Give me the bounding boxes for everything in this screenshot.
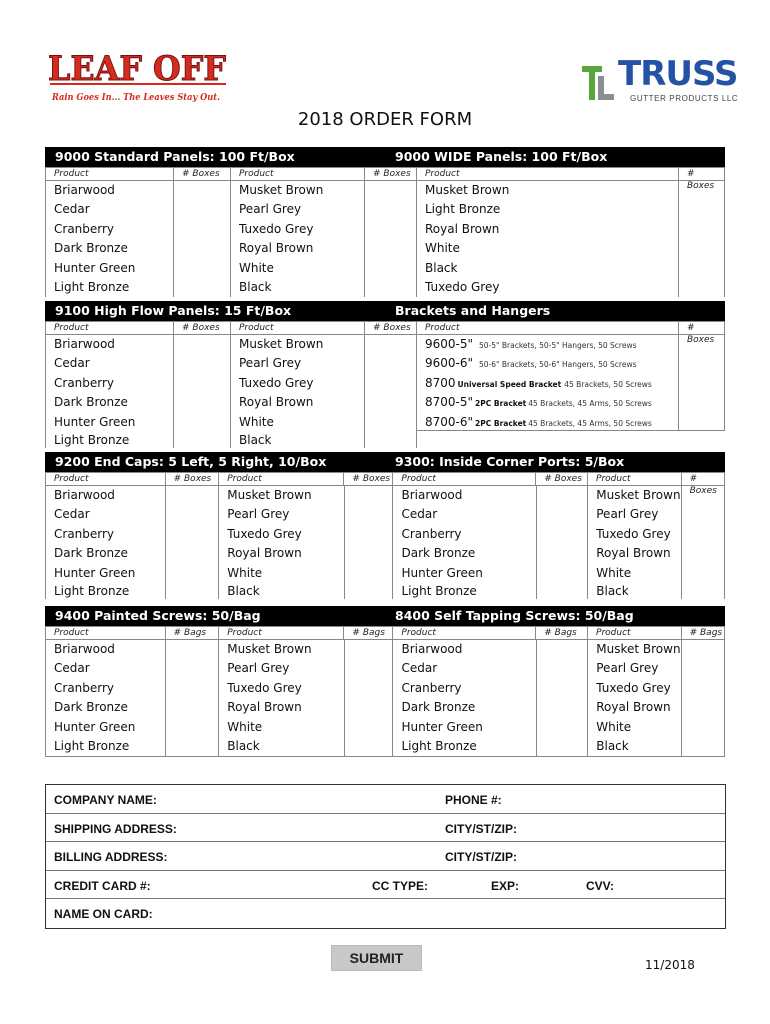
company-row[interactable] [46, 785, 725, 814]
col-header-bags: # Bags [682, 627, 725, 639]
bracket-type: 2PC Bracket [475, 399, 527, 409]
quantity-column[interactable] [679, 181, 725, 297]
product-name: Cedar [54, 202, 90, 217]
product-name: Tuxedo Grey [227, 680, 302, 695]
product-name: Tuxedo Grey [239, 221, 314, 236]
quantity-column[interactable] [166, 486, 219, 599]
truss-logo [580, 54, 739, 106]
quantity-column[interactable] [537, 640, 589, 756]
col-header-boxes: # Boxes [174, 322, 231, 334]
section-header [45, 606, 725, 626]
col-header-bags: # Bags [344, 627, 393, 639]
col-header-product: Product [45, 473, 166, 485]
section-screws [45, 606, 725, 757]
product-column [219, 486, 344, 599]
product-name: Royal Brown [239, 241, 314, 256]
bracket-item [417, 335, 678, 354]
section-title-left: 9100 High Flow Panels: 15 Ft/Box [55, 303, 292, 318]
product-name: Cranberry [54, 221, 115, 236]
product-name: Royal Brown [239, 395, 314, 410]
product-column [219, 640, 344, 756]
col-header-boxes: # Boxes [536, 473, 588, 485]
product-column [45, 335, 174, 448]
product-name: Black [239, 279, 272, 294]
section-title-right: 8400 Self Tapping Screws: 50/Bag [395, 608, 634, 623]
quantity-column[interactable] [682, 486, 725, 599]
phone-label: PHONE #: [445, 793, 502, 807]
product-name: Black [227, 583, 260, 598]
product-name: Musket Brown [596, 488, 681, 502]
col-header-boxes: # Boxes [365, 168, 417, 180]
page-title: 2018 ORDER FORM [297, 109, 473, 130]
product-name: Dark Bronze [54, 700, 128, 715]
cvv-label: CVV: [586, 878, 615, 893]
customer-info-form [45, 784, 726, 929]
product-name: Cedar [54, 507, 90, 522]
product-name: Cedar [54, 661, 90, 676]
exp-label: EXP: [491, 878, 520, 893]
product-name: Pearl Grey [227, 661, 290, 676]
quantity-column[interactable] [345, 486, 394, 599]
col-header-product: Product [588, 473, 682, 485]
product-name: Hunter Green [54, 719, 136, 734]
product-column [588, 640, 682, 756]
quantity-column[interactable] [345, 640, 394, 756]
product-column [231, 181, 365, 297]
truss-name: TRUSS [618, 54, 738, 94]
product-name: Pearl Grey [596, 507, 659, 522]
product-name: Cranberry [401, 680, 462, 695]
billing-city-label: CITY/ST/ZIP: [445, 850, 517, 865]
shipping-city-label: CITY/ST/ZIP: [445, 821, 517, 836]
product-name: Pearl Grey [239, 202, 302, 217]
brackets-column [417, 335, 679, 431]
col-header-boxes: # Boxes [679, 168, 725, 180]
product-name: Dark Bronze [54, 241, 128, 256]
product-grid [45, 335, 725, 448]
quantity-column[interactable] [174, 181, 231, 297]
quantity-column[interactable] [537, 486, 589, 599]
product-name: Royal Brown [596, 546, 671, 561]
product-column [45, 486, 166, 599]
product-name: White [227, 565, 263, 580]
column-headers [45, 626, 725, 640]
bracket-code: 8700-5" [425, 395, 474, 410]
product-name: Pearl Grey [239, 356, 302, 371]
product-name: Royal Brown [227, 546, 302, 561]
product-name: Black [239, 432, 272, 447]
section-title-right: Brackets and Hangers [395, 303, 551, 318]
section-header [45, 452, 725, 472]
quantity-column[interactable] [679, 335, 725, 431]
product-name: Musket Brown [227, 488, 312, 502]
product-name: Light Bronze [425, 202, 501, 217]
product-name: Cedar [54, 356, 90, 371]
product-name: Briarwood [54, 642, 115, 656]
product-name: Tuxedo Grey [227, 526, 302, 541]
billing-row[interactable] [46, 842, 725, 871]
shipping-address-label: SHIPPING ADDRESS: [54, 821, 177, 836]
product-name: Briarwood [54, 183, 115, 197]
product-name: Cedar [401, 661, 438, 676]
product-name: White [425, 241, 460, 256]
col-header-product: Product [231, 322, 365, 334]
col-header-product: Product [219, 627, 344, 639]
product-name: Dark Bronze [401, 546, 476, 561]
product-name: Cranberry [54, 526, 115, 541]
product-name: Black [227, 738, 260, 753]
col-header-boxes: # Boxes [166, 473, 220, 485]
col-header-product: Product [417, 322, 679, 334]
bracket-description: 50-5" Brackets, 50-5" Hangers, 50 Screws [479, 341, 637, 350]
product-name: Musket Brown [227, 642, 312, 656]
quantity-column[interactable] [682, 640, 725, 756]
name-on-card-row[interactable] [46, 899, 725, 928]
section-highflow-brackets [45, 301, 725, 448]
quantity-column[interactable] [365, 181, 417, 297]
product-column [45, 181, 174, 297]
product-column [417, 181, 679, 297]
section-title-right: 9000 WIDE Panels: 100 Ft/Box [395, 149, 608, 164]
product-name: Light Bronze [54, 279, 130, 294]
col-header-boxes: # Boxes [344, 473, 393, 485]
product-name: Hunter Green [54, 565, 136, 580]
col-header-product: Product [45, 322, 174, 334]
bracket-description: 45 Brackets, 45 Arms, 50 Screws [528, 418, 652, 428]
form-date: 11/2018 [645, 958, 695, 972]
bracket-item [417, 413, 678, 432]
quantity-column[interactable] [365, 335, 417, 448]
product-name: Royal Brown [227, 700, 302, 715]
quantity-column[interactable] [174, 335, 231, 448]
product-name: Royal Brown [425, 221, 500, 236]
product-name: Black [596, 583, 629, 598]
product-name: White [596, 565, 632, 580]
leaf-off-tagline: Rain Goes In... The Leaves Stay Out. [51, 93, 220, 103]
product-name: Pearl Grey [227, 507, 290, 522]
product-name: Musket Brown [596, 642, 681, 656]
bracket-type: 2PC Bracket [475, 418, 527, 428]
product-name: Musket Brown [239, 337, 324, 351]
product-column [393, 640, 536, 756]
product-name: Dark Bronze [54, 546, 128, 561]
product-name: Royal Brown [596, 700, 671, 715]
product-name: Tuxedo Grey [596, 526, 671, 541]
bracket-item [417, 393, 678, 412]
credit-card-row[interactable] [46, 871, 725, 900]
leaf-off-logo [46, 44, 230, 106]
product-name: Light Bronze [401, 738, 477, 753]
col-header-product: Product [417, 168, 679, 180]
section-title-left: 9400 Painted Screws: 50/Bag [55, 608, 261, 623]
col-header-product: Product [219, 473, 344, 485]
product-name: Tuxedo Grey [239, 375, 314, 390]
product-name: Hunter Green [54, 414, 136, 429]
bracket-description: 45 Brackets, 45 Arms, 50 Screws [528, 399, 652, 409]
product-name: Tuxedo Grey [596, 680, 671, 695]
section-title-left: 9200 End Caps: 5 Left, 5 Right, 10/Box [55, 454, 327, 469]
product-name: Black [596, 738, 629, 753]
bracket-code: 9600-5" [425, 337, 474, 351]
billing-address-label: BILLING ADDRESS: [54, 850, 168, 865]
product-name: Light Bronze [54, 432, 130, 447]
product-name: Light Bronze [54, 583, 130, 598]
product-column [393, 486, 536, 599]
product-name: White [596, 719, 632, 734]
col-header-boxes: # Boxes [679, 322, 725, 334]
section-header [45, 301, 725, 321]
product-column [588, 486, 682, 599]
truss-mark-icon [580, 60, 616, 102]
product-name: Cranberry [54, 680, 115, 695]
quantity-column[interactable] [166, 640, 219, 756]
product-grid [45, 486, 725, 599]
product-name: White [239, 414, 274, 429]
leaf-off-logo-text: LEAF OFF [48, 49, 226, 89]
col-header-product: Product [45, 627, 166, 639]
product-name: Cedar [401, 507, 438, 522]
col-header-bags: # Bags [536, 627, 588, 639]
product-name: Hunter Green [401, 719, 483, 734]
product-name: White [227, 719, 263, 734]
col-header-boxes: # Boxes [365, 322, 417, 334]
product-name: Light Bronze [54, 738, 130, 753]
product-name: Black [425, 260, 458, 275]
product-name: Dark Bronze [54, 395, 128, 410]
product-name: Cranberry [401, 526, 462, 541]
submit-button[interactable]: SUBMIT [331, 945, 422, 971]
product-name: Musket Brown [425, 183, 510, 197]
bracket-type: Universal Speed Bracket [457, 379, 562, 389]
bracket-item [417, 354, 678, 373]
bracket-description: 45 Brackets, 50 Screws [564, 379, 652, 389]
product-name: Briarwood [54, 337, 115, 351]
product-name: Briarwood [401, 642, 463, 656]
bracket-code: 9600-6" [425, 356, 474, 371]
product-column [45, 640, 166, 756]
company-name-label: COMPANY NAME: [54, 793, 157, 807]
product-grid [45, 640, 725, 757]
bracket-description: 50-6" Brackets, 50-6" Hangers, 50 Screws [479, 360, 637, 370]
bracket-code: 8700 [425, 375, 456, 390]
product-name: Dark Bronze [401, 700, 476, 715]
product-name: Hunter Green [54, 260, 136, 275]
col-header-product: Product [231, 168, 365, 180]
section-standard-wide-panels [45, 147, 725, 297]
product-name: Musket Brown [239, 183, 324, 197]
col-header-boxes: # Boxes [174, 168, 231, 180]
product-name: Light Bronze [401, 583, 477, 598]
name-on-card-label: NAME ON CARD: [54, 907, 153, 922]
section-header [45, 147, 725, 167]
product-name: Hunter Green [401, 565, 483, 580]
bracket-code: 8700-6" [425, 414, 474, 429]
bracket-item [417, 374, 678, 393]
product-column [231, 335, 365, 448]
product-name: Cranberry [54, 375, 115, 390]
shipping-row[interactable] [46, 814, 725, 843]
col-header-product: Product [393, 473, 536, 485]
col-header-product: Product [45, 168, 174, 180]
section-title-left: 9000 Standard Panels: 100 Ft/Box [55, 149, 295, 164]
product-name: White [239, 260, 274, 275]
truss-subtitle: GUTTER PRODUCTS LLC [630, 94, 739, 103]
section-title-right: 9300: Inside Corner Ports: 5/Box [395, 454, 625, 469]
cc-type-label: CC TYPE: [372, 878, 429, 893]
product-name: Briarwood [401, 488, 463, 502]
product-grid [45, 181, 725, 297]
col-header-product: Product [588, 627, 682, 639]
product-name: Briarwood [54, 488, 115, 502]
col-header-boxes: # Boxes [682, 473, 725, 485]
section-endcaps-corner-ports [45, 452, 725, 599]
credit-card-label: CREDIT CARD #: [54, 878, 151, 893]
product-name: Pearl Grey [596, 661, 659, 676]
product-name: Tuxedo Grey [425, 279, 500, 294]
col-header-product: Product [393, 627, 536, 639]
col-header-bags: # Bags [166, 627, 220, 639]
